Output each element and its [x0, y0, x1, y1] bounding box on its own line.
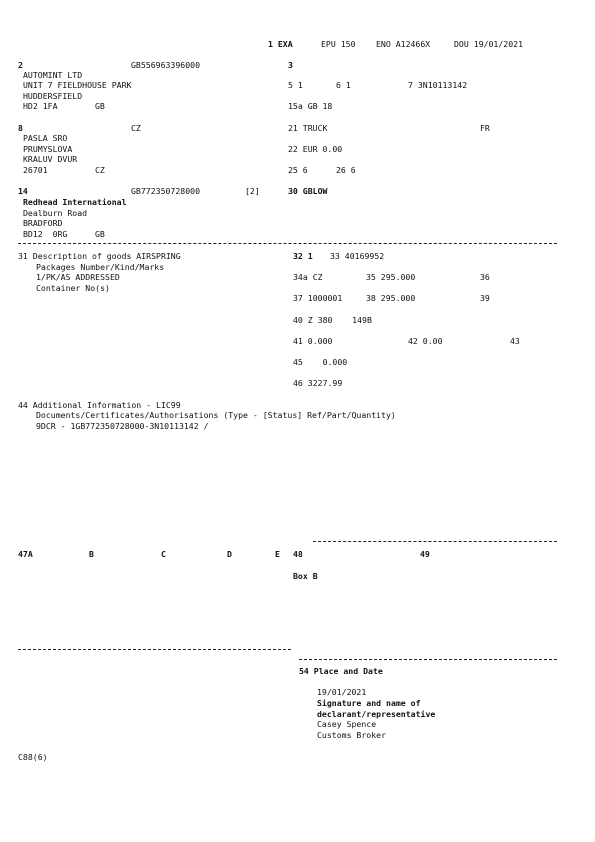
consignee-address-1: PRUMYSLOVA	[23, 144, 73, 154]
declarant-status-code: [2]	[245, 186, 260, 196]
box22-currency-total: 22 EUR 0.00	[288, 144, 343, 154]
box30-goods-location: 30 GBLOW	[288, 186, 328, 196]
entry-number: ENO A12466X	[376, 39, 431, 49]
box8-label: 8	[18, 123, 23, 133]
box45-adjustment: 45 0.000	[293, 357, 348, 367]
declarant-postcode: BD12 0RG	[23, 229, 68, 239]
box46-statistical-value: 46 3227.99	[293, 378, 343, 388]
declarant-city: BRADFORD	[23, 218, 63, 228]
box47d-label: D	[227, 549, 232, 559]
declarant-country: GB	[95, 229, 105, 239]
exporter-name: AUTOMINT LTD	[23, 70, 83, 80]
box15a-dispatch-country: 15a GB 18	[288, 101, 333, 111]
declarant-name: Redhead International	[23, 197, 127, 207]
box48-label: 48	[293, 549, 303, 559]
box2-label: 2	[18, 60, 23, 70]
box37-procedure: 37 1000001	[293, 293, 343, 303]
declarant-eori: GB772350728000	[131, 186, 201, 196]
box7-reference: 7 3N10113142	[408, 80, 468, 90]
date-of-entry: DOU 19/01/2021	[454, 39, 524, 49]
signature-divider-right	[299, 659, 557, 660]
exporter-address-1: UNIT 7 FIELDHOUSE PARK	[23, 80, 132, 90]
box-b-label: Box B	[293, 571, 318, 581]
box36-preference: 36	[480, 272, 490, 282]
box32-item-number: 32 1	[293, 251, 313, 261]
box33-commodity-code: 33 40169952	[330, 251, 385, 261]
box42-item-price: 42 0.00	[408, 336, 443, 346]
box14-label: 14	[18, 186, 28, 196]
consignee-country-code: CZ	[131, 123, 141, 133]
box41-supplementary-units: 41 0.000	[293, 336, 333, 346]
box47b-label: B	[89, 549, 94, 559]
box21-transport: 21 TRUCK	[288, 123, 328, 133]
form-code: C88(6)	[18, 752, 48, 762]
exporter-city: HUDDERSFIELD	[23, 91, 83, 101]
consignee-country: CZ	[95, 165, 105, 175]
declarant-heading: declarant/representative	[317, 709, 436, 719]
box1-declaration-type: 1 EXA	[268, 39, 293, 49]
consignee-postcode: 26701	[23, 165, 48, 175]
packages-marks: 1/PK/AS ADDRESSED	[36, 272, 120, 282]
goods-description: 31 Description of goods AIRSPRING	[18, 251, 181, 261]
epu-number: EPU 150	[321, 39, 356, 49]
documents-heading: Documents/Certificates/Authorisations (Type - [Status] Ref/Part/Quantity)	[36, 410, 396, 420]
box43-valuation-method: 43	[510, 336, 520, 346]
consignee-name: PASLA SRO	[23, 133, 68, 143]
box3-label: 3	[288, 60, 293, 70]
document-reference: 9DCR - 1GB772350728000-3N10113142 /	[36, 421, 209, 431]
box38-net-mass: 38 295.000	[366, 293, 416, 303]
consignee-city: KRALUV DVUR	[23, 154, 78, 164]
box5-items: 5 1	[288, 80, 303, 90]
exporter-eori: GB556963396000	[131, 60, 201, 70]
container-numbers: Container No(s)	[36, 283, 110, 293]
box21-transport-country: FR	[480, 123, 490, 133]
box6-packages: 6 1	[336, 80, 351, 90]
declaration-date: 19/01/2021	[317, 687, 367, 697]
packages-heading: Packages Number/Kind/Marks	[36, 262, 165, 272]
box25-transport-mode: 25 6	[288, 165, 308, 175]
box48-49-divider	[313, 541, 557, 542]
declarant-address-1: Dealburn Road	[23, 208, 88, 218]
box54-label: 54 Place and Date	[299, 666, 383, 676]
additional-information: 44 Additional Information - LIC99	[18, 400, 181, 410]
exporter-country: GB	[95, 101, 105, 111]
exporter-postcode: HD2 1FA	[23, 101, 58, 111]
box35-gross-mass: 35 295.000	[366, 272, 416, 282]
box39-quota: 39	[480, 293, 490, 303]
signatory-name: Casey Spence	[317, 719, 377, 729]
signature-heading: Signature and name of	[317, 698, 421, 708]
box49-label: 49	[420, 549, 430, 559]
signature-divider-left	[18, 649, 291, 650]
signatory-role: Customs Broker	[317, 730, 387, 740]
section-divider	[18, 243, 557, 244]
box34a-origin: 34a CZ	[293, 272, 323, 282]
box40-previous-document: 40 Z 380 149B	[293, 315, 372, 325]
box47e-label: E	[275, 549, 280, 559]
box47c-label: C	[161, 549, 166, 559]
box47a-label: 47A	[18, 549, 33, 559]
box26-inland-transport: 26 6	[336, 165, 356, 175]
